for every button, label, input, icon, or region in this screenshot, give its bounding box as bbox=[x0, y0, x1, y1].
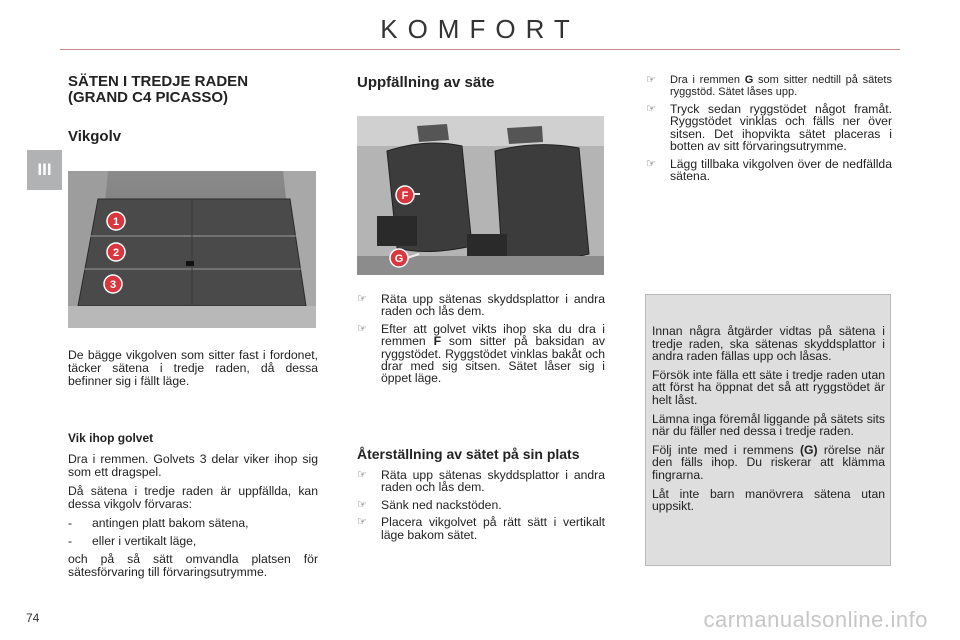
header-divider bbox=[60, 49, 900, 50]
section-title-line2: (GRAND C4 PICASSO) bbox=[68, 89, 229, 106]
list-item-text: antingen platt bakom sätena, bbox=[92, 516, 249, 530]
step-text: Efter att golvet vikts ihop ska du dra i remmen bbox=[381, 321, 605, 349]
fold-text bbox=[68, 453, 318, 585]
caption-paragraph: De bägge vikgolven som sitter fast i fordonet, täcker sätena i tredje raden, då dessa befinner sig i fällt läge. bbox=[68, 348, 318, 388]
raise-seat-title: Uppfällning av säte bbox=[357, 74, 495, 91]
warning-paragraph-5: Låt inte barn manövrera sätena utan uppsikt. bbox=[652, 486, 885, 514]
photo-seats-raised bbox=[357, 116, 604, 275]
step-text: Sänk ned nackstöden. bbox=[381, 497, 502, 512]
chapter-tab bbox=[27, 150, 62, 190]
list-item bbox=[68, 517, 318, 530]
list-item bbox=[646, 74, 892, 98]
marker-3: 3 bbox=[109, 279, 117, 291]
chapter-tab-label: III bbox=[37, 160, 52, 179]
step-text: Placera vikgolvet på rätt sätt i vertikalt läge bakom sätet. bbox=[381, 515, 605, 542]
pointing-hand-icon: ☞ bbox=[646, 157, 656, 170]
list-item bbox=[357, 323, 605, 385]
pointing-hand-icon: ☞ bbox=[357, 516, 367, 529]
marker-g: G bbox=[394, 253, 404, 265]
section-title bbox=[68, 74, 318, 106]
fold-paragraph-3: och på så sätt omvandla platsen för sätesförvaring till förvaringsutrymme. bbox=[68, 552, 318, 579]
warning-p4-bold: (G) bbox=[799, 442, 818, 457]
step-text-post: som sitter på baksidan av ryggstödet. Ryggstödet vinklas bakåt och drar med sig sitsen. Sätet låser sig i öppet läge. bbox=[381, 334, 605, 386]
marker-2: 2 bbox=[112, 247, 120, 259]
warning-paragraph-2: Försök inte fälla ett säte i tredje raden utan att först ha öppnat det så att ryggstödet är helt låst. bbox=[652, 367, 885, 407]
fold-paragraph-2: Då sätena i tredje raden är uppfällda, kan dessa vikgolv förvaras: bbox=[68, 484, 318, 511]
pointing-hand-icon: ☞ bbox=[646, 74, 656, 86]
step-text-post: som sitter nedtill på sätets ryggstöd. Sätet låses upp. bbox=[670, 74, 892, 98]
list-item bbox=[357, 293, 605, 318]
pointing-hand-icon: ☞ bbox=[357, 293, 367, 305]
step-text: Räta upp sätenas skyddsplattor i andra raden och lås dem. bbox=[381, 292, 605, 319]
list-item bbox=[357, 469, 605, 494]
warning-p4-post: rörelse när den fälls ihop. Du riskerar att klämma fingrarna. bbox=[652, 442, 885, 482]
pointing-hand-icon: ☞ bbox=[357, 469, 367, 481]
pointing-hand-icon: ☞ bbox=[357, 498, 367, 511]
list-item bbox=[357, 516, 605, 541]
list-item bbox=[646, 103, 892, 153]
caption-text bbox=[68, 349, 318, 394]
step-text: Räta upp sätenas skyddsplattor i andra raden och lås dem. bbox=[381, 468, 605, 495]
step-text-bold: F bbox=[433, 334, 442, 349]
list-item bbox=[646, 158, 892, 183]
warning-box bbox=[645, 294, 891, 566]
page-number: 74 bbox=[26, 611, 40, 625]
pointing-hand-icon: ☞ bbox=[646, 103, 656, 115]
folding-floor-illustration bbox=[68, 171, 316, 328]
marker-1: 1 bbox=[112, 216, 120, 228]
seats-illustration bbox=[357, 116, 604, 275]
fold-heading: Vik ihop golvet bbox=[68, 431, 154, 445]
raise-steps-list bbox=[357, 293, 605, 390]
warning-paragraph-1: Innan några åtgärder vidtas på sätena i tredje raden, ska sätenas skyddsplattor i andra raden fällas upp och låsas. bbox=[652, 324, 885, 364]
fold-paragraph-1: Dra i remmen. Golvets 3 delar viker ihop sig som ett dragspel. bbox=[68, 452, 318, 479]
dash-marker: - bbox=[68, 534, 73, 548]
warning-paragraph-3: Lämna inga föremål liggande på sätets sits när du fäller ned dessa i tredje raden. bbox=[652, 411, 885, 439]
warning-p4-pre: Följ inte med i remmens bbox=[652, 442, 800, 457]
list-item bbox=[357, 499, 605, 511]
page-header-title: KOMFORT bbox=[380, 14, 580, 44]
restore-seat-title: Återställning av sätet på sin plats bbox=[357, 446, 580, 462]
restore-steps-list bbox=[357, 469, 605, 546]
dash-marker: - bbox=[68, 516, 73, 530]
step-text-bold: G bbox=[744, 74, 754, 86]
marker-f: F bbox=[401, 190, 409, 202]
step-text: Lägg tillbaka vikgolven över de nedfällda sätena. bbox=[670, 156, 892, 184]
watermark: carmanualsonline.info bbox=[703, 607, 928, 632]
photo-folding-floor bbox=[68, 171, 316, 328]
storage-options-list bbox=[68, 517, 318, 548]
pointing-hand-icon: ☞ bbox=[357, 322, 367, 335]
step-text: Dra i remmen bbox=[670, 74, 745, 86]
list-item-text: eller i vertikalt läge, bbox=[92, 534, 197, 548]
fold-steps-list bbox=[646, 74, 892, 187]
list-item bbox=[68, 535, 318, 548]
subtitle-vikgolv: Vikgolv bbox=[68, 128, 122, 145]
section-title-line1: SÄTEN I TREDJE RADEN bbox=[68, 73, 249, 90]
step-text: Tryck sedan ryggstödet något framåt. Ryggstödet vinklas och fälls ner över sitsen. Det ihopvikta sätet placeras i botten av sitt förvaringsutrymme. bbox=[670, 102, 892, 154]
warning-paragraph-4 bbox=[652, 444, 885, 482]
